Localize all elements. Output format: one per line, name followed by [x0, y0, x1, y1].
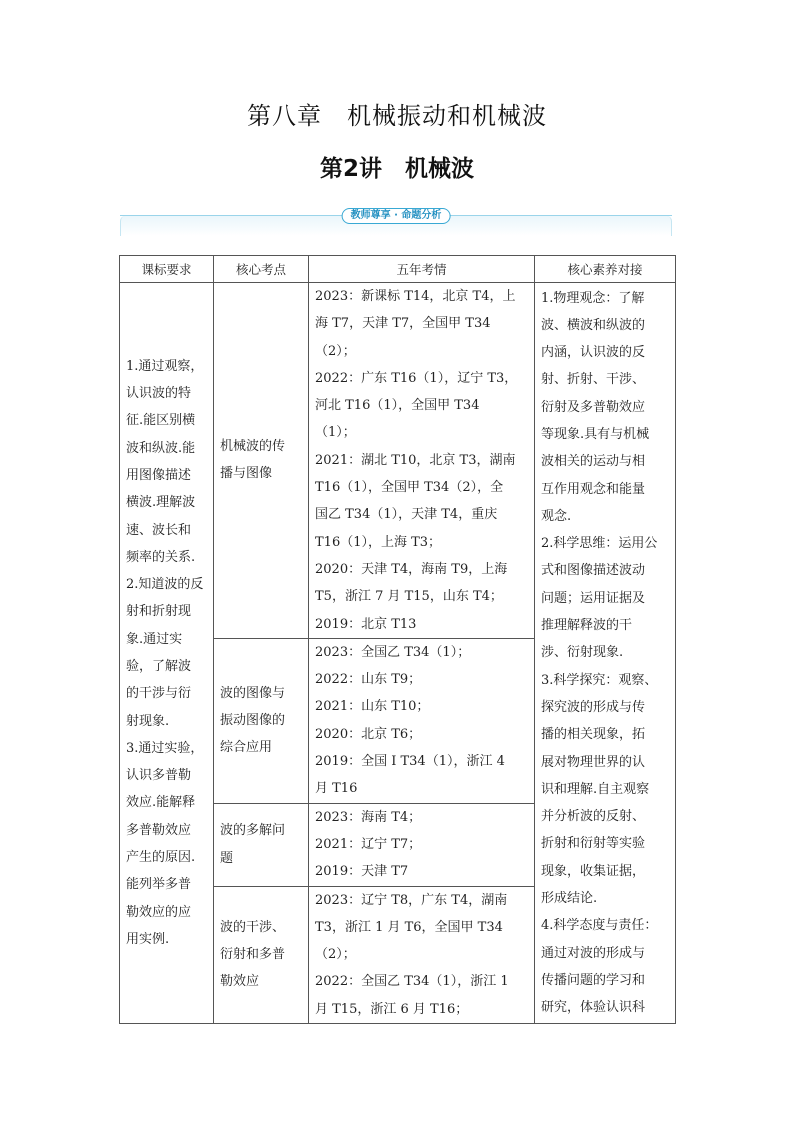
banner-label: 教师尊享 · 命题分析: [342, 208, 451, 224]
exams-text: 2023：海南 T4； 2021：辽宁 T7； 2019：天津 T7: [315, 809, 422, 880]
exams-text: 2023：全国乙 T34（1）； 2022：山东 T9； 2021：山东 T10； 2020：北京 T6； 2019：全国 I T34（1），浙江 4 月 T16: [315, 644, 505, 797]
requirements-text: 1.通过观察， 认识波的特 征.能区别横 波和纵波.能 用图像描述 横波.理解波 速、波长和 频率的关系. 2.知道波的反 射和折射现 象.通过实 验，了解波 的干涉与衍 射现象. 3.通过实验， 认识多普勒 效应.能解释 多普勒效应 产生的原因. 能列举多普 勒效应的应 用实例.: [126, 358, 204, 947]
lecture-title: 第2讲 机械波: [319, 156, 474, 182]
literacy-cell: [535, 283, 676, 1024]
topic-cell: [214, 638, 309, 803]
exams-cell: [309, 283, 535, 639]
exams-cell: [309, 803, 535, 886]
exams-text: 2023：新课标 T14，北京 T4，上 海 T7，天津 T7，全国甲 T34 （2）； 2022：广东 T16（1），辽宁 T3， 河北 T16（1），全国甲 T34 （1）； 2021：湖北 T10，北京 T3，湖南 T16（1），全国甲 T34（2），全 国乙 T34（1），天津 T4，重庆 T16（1），上海 T3； 2020：天津 T4，海南 T9，上海 T5，浙江 7 月 T15，山东 T4； 2019：北京 T13: [315, 289, 518, 632]
topic-text: 波的干涉、 衍射和多普 勒效应: [220, 919, 286, 990]
chapter-title: 第八章 机械振动和机械波: [247, 102, 547, 130]
table-header-row: [120, 256, 676, 283]
table-row: [120, 283, 676, 639]
header-requirements: 课标要求: [120, 256, 214, 283]
analysis-table: [119, 255, 676, 1024]
requirements-cell: [120, 283, 214, 1024]
topic-text: 波的多解问 题: [220, 823, 286, 866]
literacy-text: 1.物理观念：了解 波、横波和纵波的 内涵，认识波的反 射、折射、干涉、 衍射及多普勒效应 等现象.具有与机械 波相关的运动与相 互作用观念和能量 观念. 2.科学思维：运用公 式和图像描述波动 问题；运用证据及 推理解释波的干 涉、衍射现象. 3.科学探究：观察、 探究波的形成与传 播的相关现象，拓 展对物理世界的认 识和理解.自主观察 并分析波的反射、 折射和衍射等实验 现象，收集证据， 形成结论. 4.科学态度与责任： 通过对波的形成与 传播问题的学习和 研究，体验认识科: [541, 290, 658, 1016]
teacher-banner: [120, 208, 672, 236]
header-exams: 五年考情: [309, 256, 535, 283]
header-literacy: 核心素养对接: [535, 256, 676, 283]
topic-text: 波的图像与 振动图像的 综合应用: [220, 685, 286, 756]
topic-cell: [214, 283, 309, 639]
exams-text: 2023：辽宁 T8，广东 T4，湖南 T3，浙江 1 月 T6，全国甲 T34 （2）； 2022：全国乙 T34（1），浙江 1 月 T15，浙江 6 月 T16；: [315, 892, 509, 1017]
topic-cell: [214, 803, 309, 886]
exams-cell: [309, 886, 535, 1023]
header-topic: 核心考点: [214, 256, 309, 283]
topic-cell: [214, 886, 309, 1023]
exams-cell: [309, 638, 535, 803]
topic-text: 机械波的传 播与图像: [220, 439, 286, 482]
